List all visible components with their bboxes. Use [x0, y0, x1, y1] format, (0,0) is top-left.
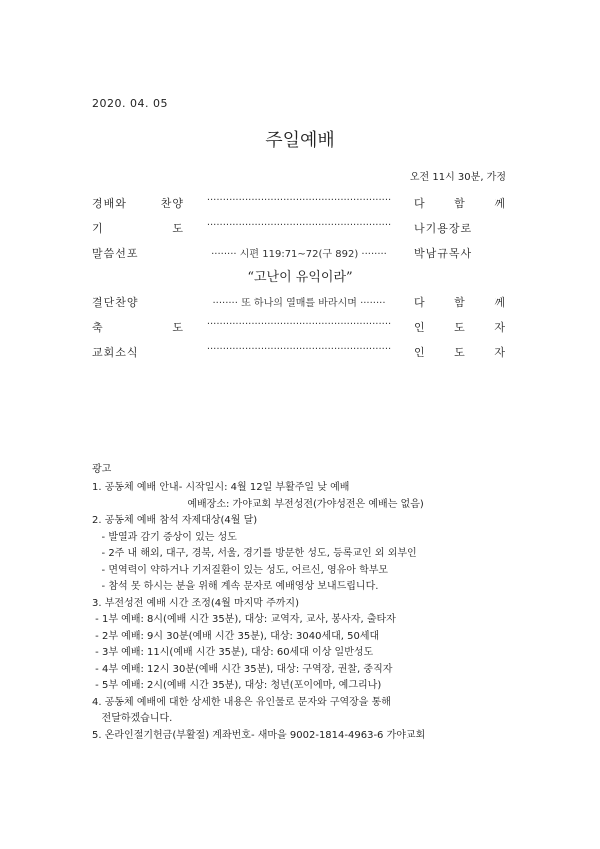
order-row: [92, 294, 506, 314]
service-time: 오전 11시 30분, 가정: [409, 172, 506, 183]
order-row: [92, 344, 506, 364]
announcement-line: 3. 부전성전 예배 시간 조정(4월 마지막 주까지): [92, 597, 299, 609]
bulletin-date: 2020. 04. 05: [92, 97, 168, 110]
announcement-line: 4. 공동체 예배에 대한 상세한 내용은 유인물로 문자와 구역장을 통해: [92, 696, 391, 708]
order-person: 다 함 께: [414, 296, 506, 309]
order-detail: ··························································: [206, 319, 392, 330]
order-part: 말씀선포: [92, 247, 139, 260]
announcement-line: 1. 공동체 예배 안내- 시작일시: 4월 12일 부활주일 낮 예배: [92, 482, 350, 493]
announcement-line: - 면역력이 약하거나 기저질환이 있는 성도, 어르신, 영유아 학부모: [92, 564, 389, 576]
order-person: 다 함 께: [414, 197, 506, 210]
announcement-line: 2. 공동체 예배 참석 자제대상(4월 달): [92, 515, 258, 526]
order-person: 나기용장로: [414, 222, 473, 235]
announcement-line: - 4부 예배: 12시 30분(예배 시간 35분), 대상: 구역장, 권찰, 중직자: [92, 663, 393, 675]
service-title: 주일예배: [265, 130, 335, 151]
order-person: 인 도 자: [414, 321, 506, 334]
announcements-heading: 광고: [92, 464, 112, 475]
announcement-line: - 발열과 감기 증상이 있는 성도: [92, 531, 237, 543]
announcement-line: - 1부 예배: 8시(예배 시간 35분), 대상: 교역자, 교사, 봉사자, 출타자: [92, 614, 396, 625]
announcement-line: - 3부 예배: 11시(예배 시간 35분), 대상: 60세대 이상 일반성도: [92, 647, 374, 658]
announcement-line: - 참석 못 하시는 분을 위해 계속 문자로 예배영상 보내드립니다.: [92, 581, 379, 592]
order-row: [92, 195, 506, 215]
order-part: 교회소식: [92, 346, 139, 359]
order-part: 경배와 찬양: [92, 197, 184, 210]
announcement-line: - 5부 예배: 2시(예배 시간 35분), 대상: 청년(포이에마, 예그리나): [92, 680, 382, 691]
announcement-line: - 2부 예배: 9시 30분(예배 시간 35분), 대상: 3040세대, 50세대: [92, 630, 380, 642]
announcement-line: 5. 온라인절기헌금(부활절) 계좌번호- 새마을 9002-1814-4963-6 가야교회: [92, 729, 426, 741]
announcement-line: - 2주 내 해외, 대구, 경북, 서울, 경기를 방문한 성도, 등록교인 외 외부인: [92, 548, 417, 559]
order-detail: ········ 또 하나의 열매를 바라시며 ········: [212, 298, 386, 309]
order-detail: ··························································: [206, 195, 392, 206]
order-person: 박남규목사: [414, 247, 473, 260]
order-part: 축 도: [92, 321, 184, 334]
order-part: 기 도: [92, 222, 184, 235]
order-row: [92, 319, 506, 339]
order-detail: ··························································: [206, 344, 392, 355]
announcement-line: 예배장소: 가야교회 부전성전(가야성전은 예배는 없음): [92, 498, 424, 510]
sermon-title: “고난이 유익이라”: [247, 270, 353, 285]
order-row: [92, 245, 506, 265]
order-detail: ··························································: [206, 220, 392, 231]
announcement-line: 전달하겠습니다.: [92, 713, 173, 724]
order-row: [92, 220, 506, 240]
order-part: 결단찬양: [92, 296, 139, 309]
order-person: 인 도 자: [414, 346, 506, 359]
order-detail: ········ 시편 119:71~72(구 892) ········: [211, 249, 387, 260]
